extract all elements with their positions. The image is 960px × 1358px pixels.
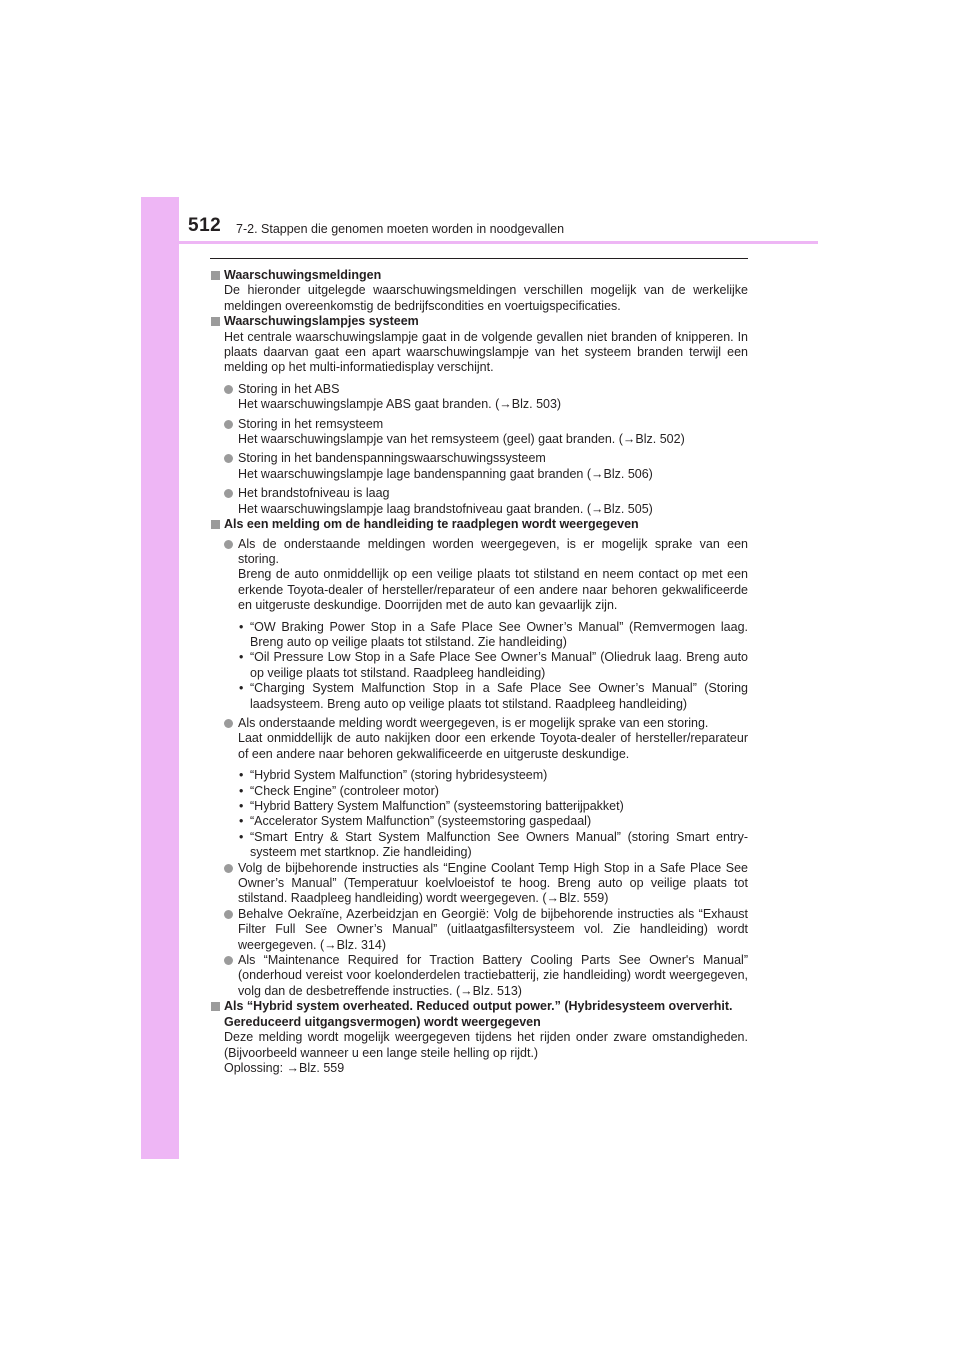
list-item [210, 716, 748, 762]
side-color-band [141, 197, 179, 1159]
item-title: Storing in het bandenspanningswaarschuwingssysteem [238, 451, 546, 466]
list-item [210, 537, 748, 614]
message-bullet: • “Hybrid Battery System Malfunction” (systeemstoring batterijpakket) [210, 799, 748, 814]
message-bullet: • “Charging System Malfunction Stop in a Safe Place See Owner’s Manual” (Storing laadsysteem. Breng auto op veilige plaats tot stilstand. Raadpleeg handleiding) [210, 681, 748, 712]
message-bullet: • “OW Braking Power Stop in a Safe Place See Owner’s Manual” (Remvermogen laag. Breng auto op veilige plaats tot stilstand. Zie handleiding) [210, 620, 748, 651]
page-number: 512 [188, 215, 222, 236]
list-item [210, 486, 748, 517]
page-content [210, 268, 748, 1076]
solution-reference: Oplossing: →Blz. 559 [224, 1060, 345, 1075]
message-bullet: • “Smart Entry & Start System Malfunction See Owners Manual” (storing Smart entry-systeem met startknop. Zie handleiding) [210, 830, 748, 861]
item-title: Storing in het remsysteem [238, 416, 384, 431]
message-list [210, 768, 748, 860]
item-text: Laat onmiddellijk de auto nakijken door een erkende Toyota-dealer of hersteller/reparateur of een andere naar behoren gekwalificeerde en uitgeruste deskundige. [238, 731, 748, 761]
heading-warning-messages: Waarschuwingsmeldingen [210, 268, 748, 283]
paragraph-hybrid-overheated: Deze melding wordt mogelijk weergegeven tijdens het rijden onder zware omstandigheden. (Bijvoorbeeld wanneer u een lange steile helling op rijdt.) [224, 1030, 748, 1060]
paragraph-warning-lights: Het centrale waarschuwingslampje gaat in de volgende gevallen niet branden of knipperen. In plaats daarvan gaat een apart waarschuwingslampje van het systeem branden terwijl een melding op het multi-informatiedisplay verschijnt. [224, 329, 748, 375]
heading-hybrid-overheated: Als “Hybrid system overheated. Reduced output power.” (Hybridesysteem oververhit. Gereduceerd uitgangsvermogen) wordt weergegeven [210, 999, 748, 1030]
message-bullet: • “Accelerator System Malfunction” (systeemstoring gaspedaal) [210, 814, 748, 829]
heading-warning-lights: Waarschuwingslampjes systeem [210, 314, 748, 329]
list-item: Behalve Oekraïne, Azerbeidzjan en Georgië: Volg de bijbehorende instructies als “Exhaust Filter Full See Owner’s Manual” (uitlaatgasfiltersysteem vol. Zie handleiding) wordt weergegeven. (→Blz. 314) [210, 907, 748, 953]
list-item: Als “Maintenance Required for Traction Battery Cooling Parts See Owner's Manual” (onderhoud vereist voor koelonderdelen tractiebatterij, zie handleiding) wordt weergegeven, volg dan de desbetreffende instructies. (→Blz. 513) [210, 953, 748, 999]
list-item [210, 451, 748, 482]
message-bullet: • “Check Engine” (controleer motor) [210, 784, 748, 799]
divider-line [210, 258, 748, 259]
list-item [210, 382, 748, 413]
message-list [210, 620, 748, 712]
item-text: Breng de auto onmiddellijk op een veilige plaats tot stilstand en neem contact op met een erkende Toyota-dealer of hersteller/reparateur of een andere naar behoren gekwalificeerde en uitgeruste deskundige. Doorrijden met de auto kan gevaarlijk zijn. [238, 567, 748, 613]
message-bullet: • “Oil Pressure Low Stop in a Safe Place See Owner’s Manual” (Oliedruk laag. Breng auto op veilige plaats tot stilstand. Raadpleeg handleiding) [210, 650, 748, 681]
message-bullet: • “Hybrid System Malfunction” (storing hybridesysteem) [210, 768, 748, 783]
paragraph-warning-messages: De hieronder uitgelegde waarschuwingsmeldingen verschillen mogelijk van de werkelijke meldingen overeenkomstig de bedrijfscondities en voertuigspecificaties. [224, 283, 748, 313]
heading-manual-message: Als een melding om de handleiding te raadplegen wordt weergegeven [210, 517, 748, 532]
item-text: Het waarschuwingslampje laag brandstofniveau gaat branden. (→Blz. 505) [238, 501, 653, 516]
item-title: Storing in het ABS [238, 381, 340, 396]
item-title: Het brandstofniveau is laag [238, 486, 390, 501]
item-text: Het waarschuwingslampje lage bandenspanning gaat branden (→Blz. 506) [238, 466, 653, 481]
list-item [210, 417, 748, 448]
item-text: Als de onderstaande meldingen worden weergegeven, is er mogelijk sprake van een storing. [238, 536, 748, 566]
item-text: Als onderstaande melding wordt weergegeven, is er mogelijk sprake van een storing. [238, 715, 709, 730]
item-text: Het waarschuwingslampje van het remsysteem (geel) gaat branden. (→Blz. 502) [238, 432, 685, 447]
item-text: Het waarschuwingslampje ABS gaat branden. (→Blz. 503) [238, 397, 562, 412]
list-item: Volg de bijbehorende instructies als “Engine Coolant Temp High Stop in a Safe Place See Owner’s Manual” (Temperatuur koelvloeistof te hoog. Breng auto op veilige plaats tot stilstand. Raadpleeg handleiding) wordt weergegeven. (→Blz. 559) [210, 861, 748, 907]
chapter-title: 7-2. Stappen die genomen moeten worden in noodgevallen [236, 222, 565, 236]
